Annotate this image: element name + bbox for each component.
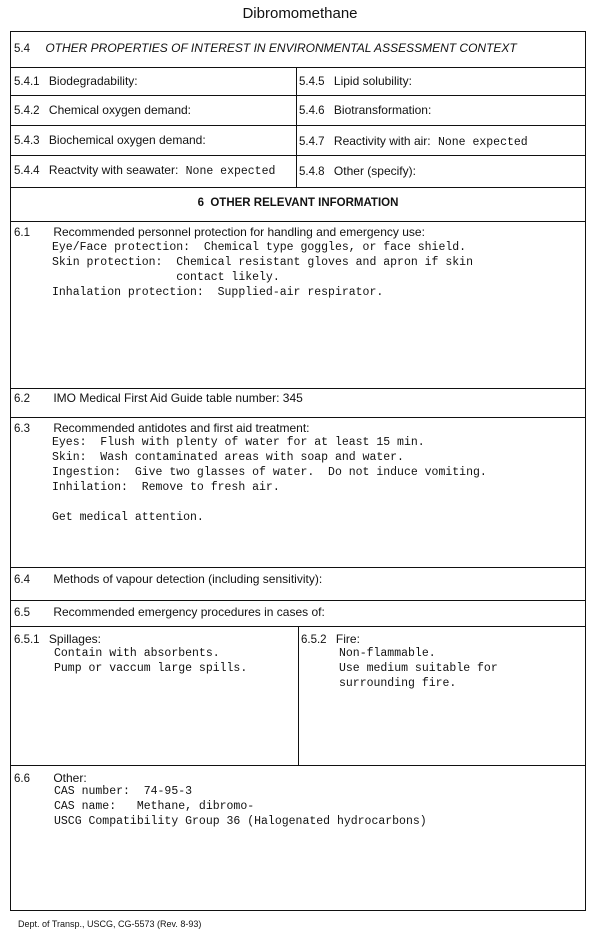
other-info-text: CAS number: 74-95-3 CAS name: Methane, dibromo- USCG Compatibility Group 36 (Halogenated hydrocarbons) — [54, 785, 427, 828]
section-6-5: 6.5 Recommended emergency procedures in cases of: — [14, 605, 325, 619]
field-biodegradability: 5.4.1 Biodegradability: — [14, 74, 138, 88]
field-chemical-oxygen-demand: 5.4.2 Chemical oxygen demand: — [14, 103, 191, 117]
document-title: Dibromomethane — [242, 5, 358, 22]
section-6-5-1: 6.5.1 Spillages: — [14, 632, 101, 646]
divider — [10, 187, 586, 188]
first-aid-text: Eyes: Flush with plenty of water for at least 15 min. Skin: Wash contaminated areas with soap and water. Ingestion: Give two glasses of water. Do not induce vomiting. Inhilation: Remove to fresh air. Get medical attention. — [52, 436, 487, 524]
section-6-4: 6.4 Methods of vapour detection (including sensitivity): — [14, 572, 323, 586]
form-footer: Dept. of Transp., USCG, CG-5573 (Rev. 8-93) — [18, 919, 202, 929]
divider — [10, 67, 586, 68]
column-divider — [298, 626, 299, 765]
section-6-2: 6.2 IMO Medical First Aid Guide table number: 345 — [14, 391, 303, 405]
divider — [10, 125, 586, 126]
divider — [10, 95, 586, 96]
section-6-5-2: 6.5.2 Fire: — [301, 632, 360, 646]
spillages-text: Contain with absorbents. Pump or vaccum large spills. — [54, 647, 248, 675]
field-biochemical-oxygen-demand: 5.4.3 Biochemical oxygen demand: — [14, 133, 206, 147]
personnel-protection-text: Eye/Face protection: Chemical type goggles, or face shield. Skin protection: Chemical resistant gloves and apron if skin contact likely. Inhalation protection: Supplied-air respirator. — [52, 241, 473, 299]
divider — [10, 417, 586, 418]
section-6-1: 6.1 Recommended personnel protection for handling and emergency use: — [14, 225, 425, 239]
field-other-specify: 5.4.8 Other (specify): — [299, 164, 416, 178]
section-5-4 — [14, 41, 584, 55]
section-6-heading: 6 OTHER RELEVANT INFORMATION — [197, 197, 399, 209]
column-divider — [296, 67, 297, 187]
section-6-3: 6.3 Recommended antidotes and first aid treatment: — [14, 421, 310, 435]
section-heading: OTHER PROPERTIES OF INTEREST IN ENVIRONMENTAL ASSESSMENT CONTEXT — [45, 41, 517, 55]
divider — [10, 600, 586, 601]
divider — [10, 155, 586, 156]
field-reactivity-with-seawater: 5.4.4 Reactvity with seawater: None expected — [14, 163, 276, 178]
field-reactivity-with-air: 5.4.7 Reactivity with air: None expected — [299, 134, 528, 149]
fire-text: Non-flammable. Use medium suitable for surrounding fire. — [339, 647, 498, 690]
divider — [10, 765, 586, 766]
field-biotransformation: 5.4.6 Biotransformation: — [299, 103, 432, 117]
divider — [10, 221, 586, 222]
field-lipid-solubility: 5.4.5 Lipid solubility: — [299, 74, 412, 88]
divider — [10, 567, 586, 568]
section-number: 5.4 — [14, 43, 30, 55]
section-6-6: 6.6 Other: — [14, 771, 87, 785]
divider — [10, 388, 586, 389]
